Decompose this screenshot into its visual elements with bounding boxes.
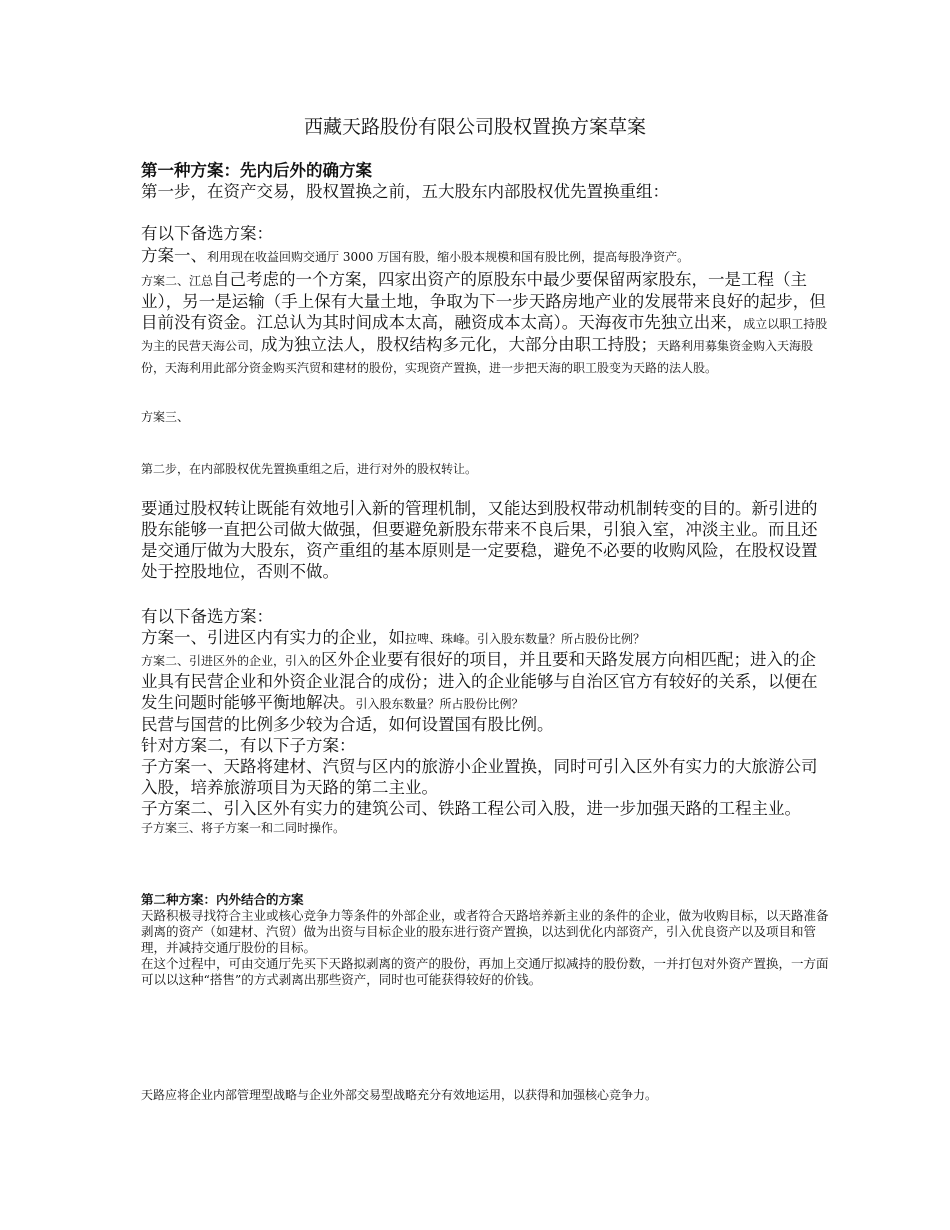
ext-option2 (141, 649, 831, 714)
option2-main2: 成为独立法人，股权结构多元化，大部分由职工持股； (261, 335, 658, 354)
scheme2-para1: 天路积极寻找符合主业或核心竞争力等条件的外部企业，或者符合天路培养新主业的条件的企业，做为收购目标，以天路准备剥离的资产（如建材、汽贸）做为出资与目标企业的股东进行资产置换，以达到优化内部资产，引入优良资产以及项目和管理，并减持交通厅股份的目标。 (141, 908, 829, 955)
page-title: 西藏天路股份有限公司股权置换方案草案 (303, 116, 646, 138)
scheme1-option3: 方案三、 (141, 410, 190, 424)
scheme1-section (141, 160, 831, 378)
scheme1-alternatives-intro: 有以下备选方案： (141, 224, 273, 243)
scheme1-option1 (141, 245, 831, 267)
scheme1-step2: 第二步，在内部股权优先置换重组之后，进行对外的股权转让。 (141, 462, 478, 476)
scheme1-alternatives-intro2: 有以下备选方案： (141, 607, 273, 626)
option2-main: 自己考虑的一个方案，四家出资产的原股东中最少要保留两家股东，一是工程（主业），另一是运输（手上保有大量土地，争取为下一步天路房地产业的发展带来良好的起步，但目前没有资金。江总认为其时间成本太高，融资成本太高）。天海夜市先独立出来， (141, 270, 826, 332)
ratio-question: 民营与国营的比例多少较为合适，如何设置国有股比例。 (141, 715, 554, 734)
scheme2-section (141, 892, 831, 988)
ext-option2-small2: 引入股东数量？所占股份比例？ (355, 697, 524, 711)
scheme1-external-options (141, 606, 831, 838)
option1-text: 利用现在收益回购交通厅 3000 万国有股，缩小股本规模和国有股比例，提高每股净资产。 (207, 250, 690, 264)
conclusion: 天路应将企业内部管理型战略与企业外部交易型战略充分有效地运用，以获得和加强核心竞争力。 (141, 1088, 658, 1102)
scheme1-option2 (141, 269, 831, 378)
sub-scheme-2: 子方案二、引入区外有实力的建筑公司、铁路工程公司入股，进一步加强天路的工程主业。 (141, 799, 801, 818)
option2-small2: 天路利用募集资金购入天海股份，天海利用此部分资金购买汽贸和建材的股份，实现资产置换，进一步把天海的职工股变为天路的法人股。 (141, 339, 814, 375)
ext-option2-small: 方案二、引进区外的企业，引入的 (141, 654, 322, 668)
sub-scheme-1: 子方案一、天路将建材、汽贸与区内的旅游小企业置换，同时可引入区外有实力的大旅游公司入股，培养旅游项目为天路的第二主业。 (141, 757, 818, 797)
scheme1-step1: 第一步，在资产交易，股权置换之前，五大股东内部股权优先置换重组： (141, 182, 669, 201)
scheme1-goal-paragraph: 要通过股权转让既能有效地引入新的管理机制，又能达到股权带动机制转变的目的。新引进的股东能够一直把公司做大做强，但要避免新股东带来不良后果，引狼入室，冲淡主业。而且还是交通厅做为大股东，资产重组的基本原则是一定要稳，避免不必要的收购风险，在股权设置处于控股地位，否则不做。 (141, 499, 818, 581)
ext-option1-main: 方案一、引进区内有实力的企业，如 (141, 628, 405, 647)
ext-option1 (141, 627, 831, 649)
option2-small1: 成立以职工持股为主的民营天海公司， (141, 317, 828, 353)
option1-prefix: 方案一、 (141, 246, 207, 265)
sub-scheme-3: 子方案三、将子方案一和二同时操作。 (141, 821, 346, 835)
ext-option2-main: 区外企业要有很好的项目，并且要和天路发展方向相匹配；进入的企业具有民营企业和外资企业混合的成份；进入的企业能够与自治区官方有较好的关系，以便在发生问题时能够平衡地解决。 (141, 650, 818, 712)
sub-scheme-intro: 针对方案二，有以下子方案： (141, 736, 356, 755)
option2-prefix: 方案二、江总 (141, 274, 214, 288)
ext-option1-small: 拉啤、珠峰。引入股东数量？所占股份比例？ (405, 632, 646, 646)
scheme1-heading: 第一种方案：先内后外的确方案 (141, 161, 372, 180)
scheme2-heading: 第二种方案：内外结合的方案 (141, 892, 304, 907)
scheme2-para2: 在这个过程中，可由交通厅先买下天路拟剥离的资产的股份，再加上交通厅拟减持的股份数，一并打包对外资产置换，一方面可以以这种“搭售”的方式剥离出那些资产，同时也可能获得较好的价钱。 (141, 956, 829, 987)
